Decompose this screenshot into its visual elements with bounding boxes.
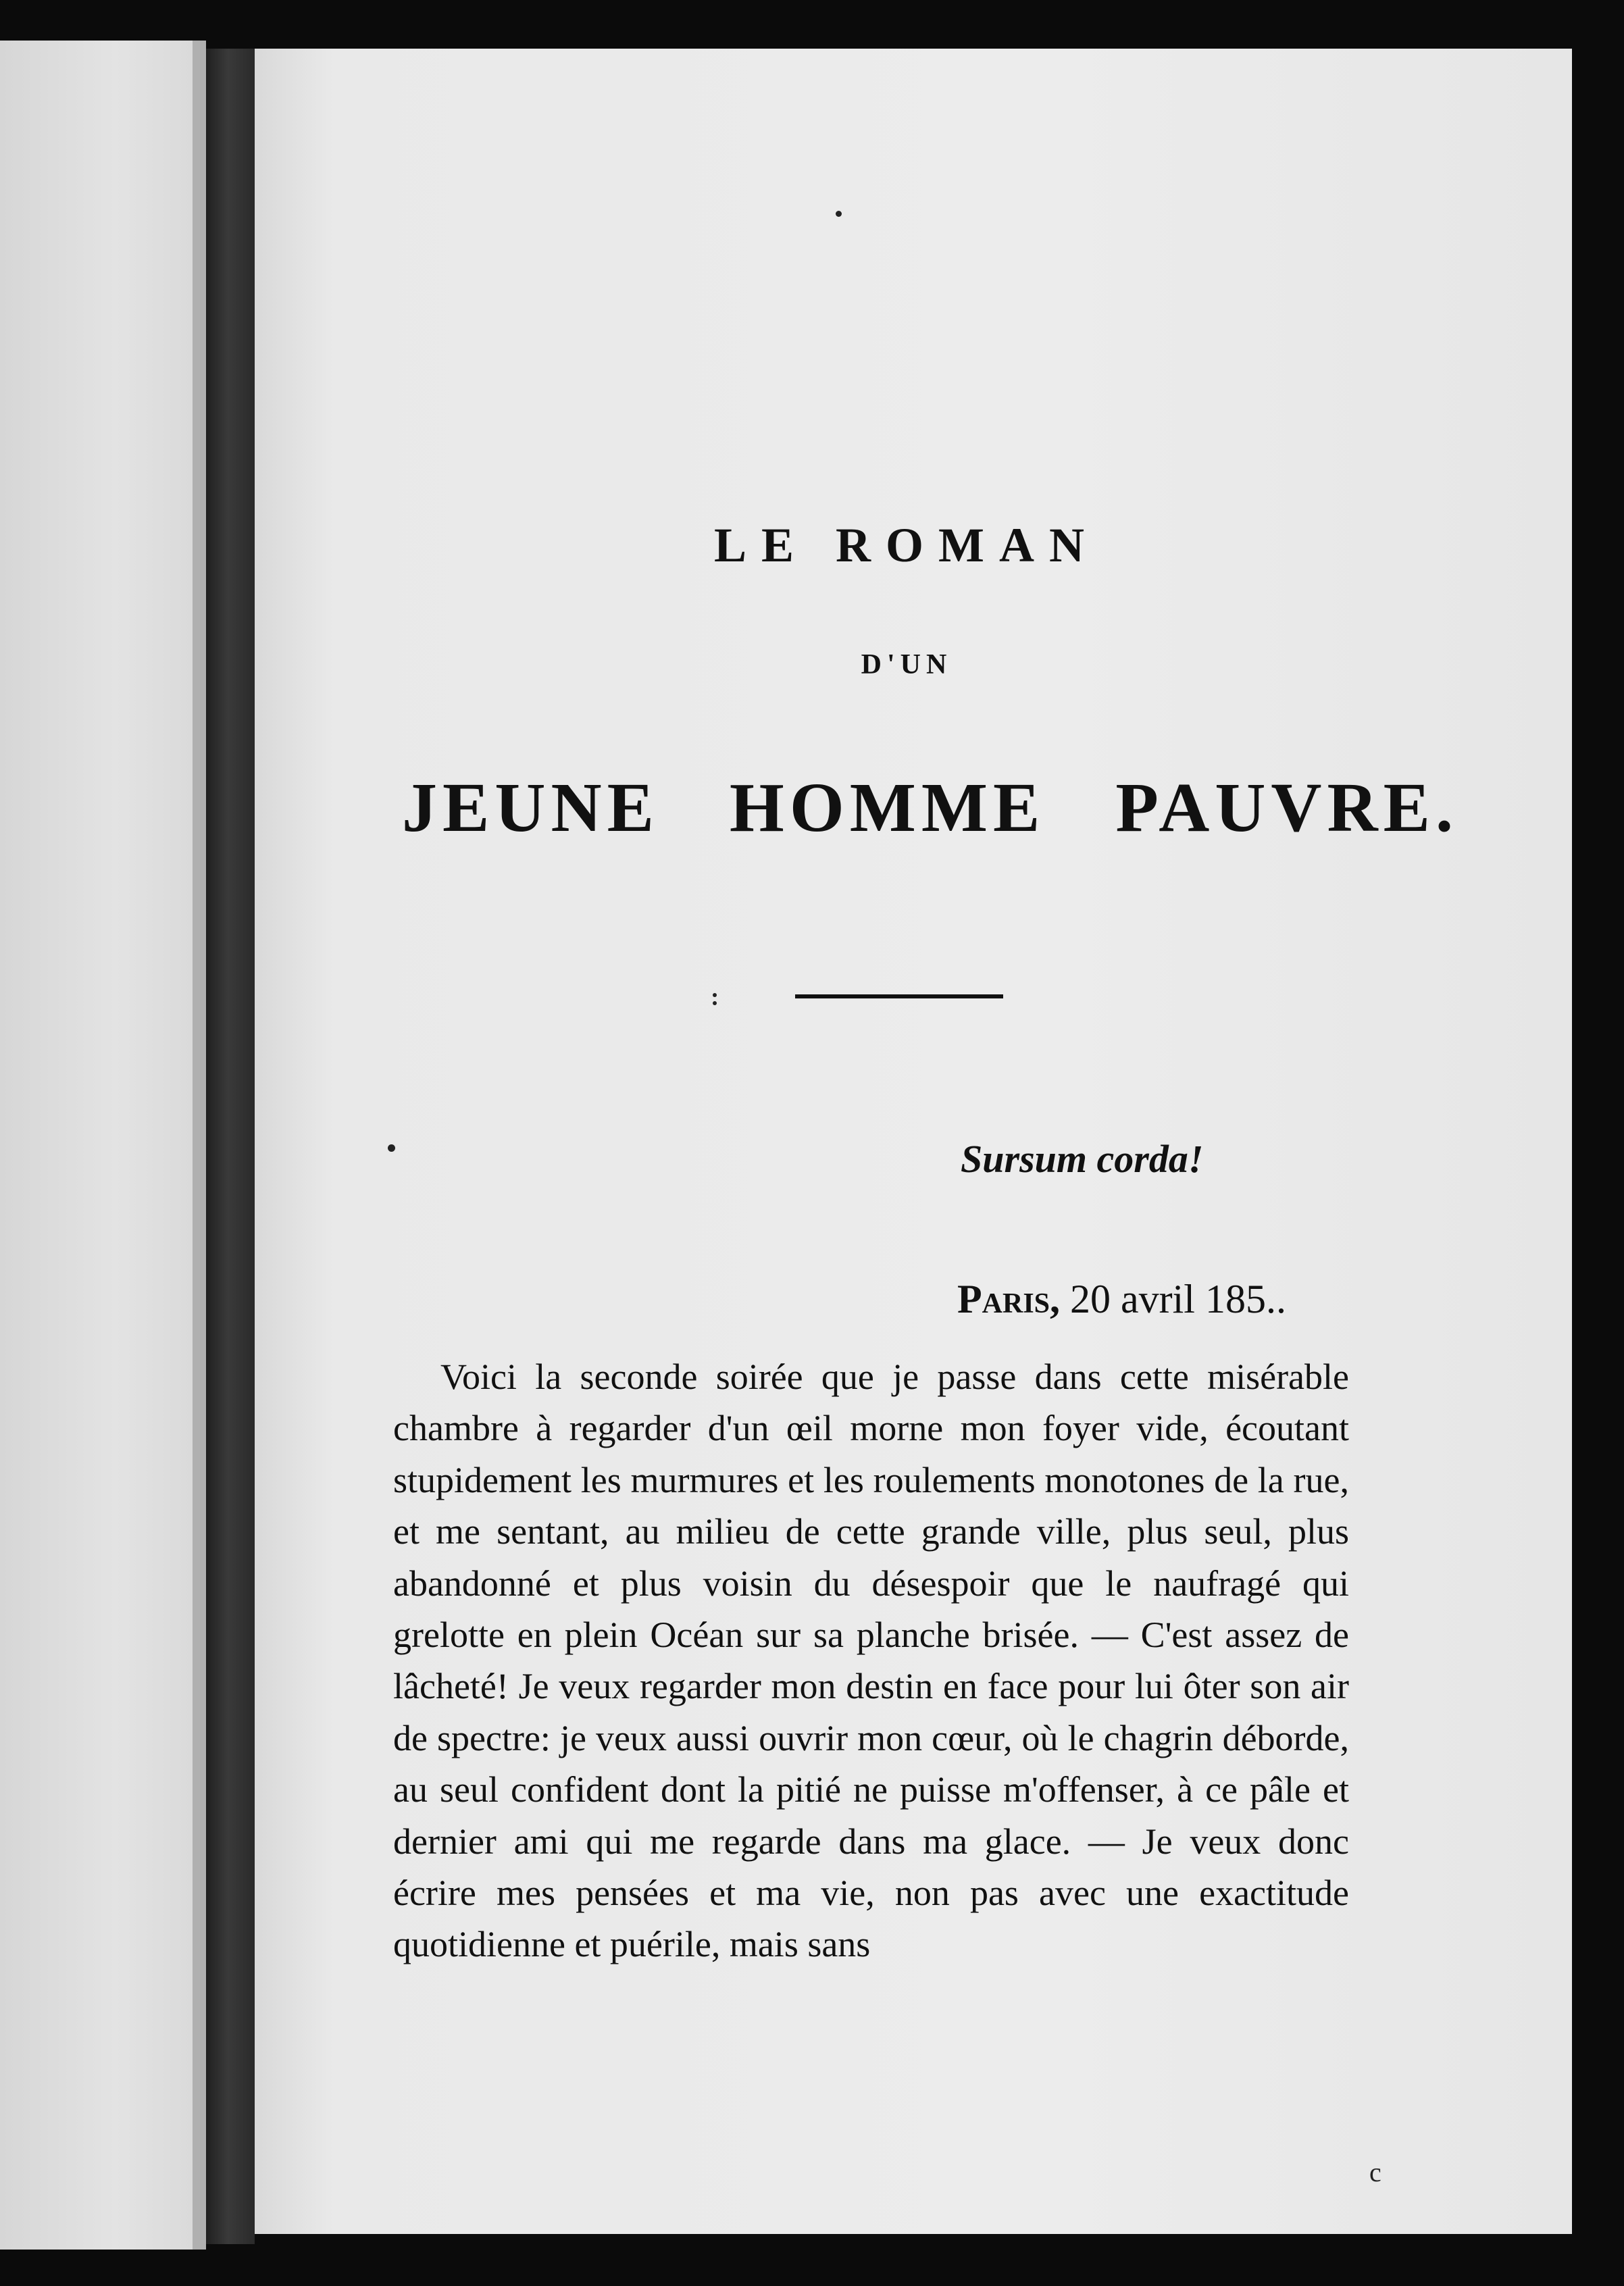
- facing-page: [0, 41, 193, 2250]
- dateline: [957, 1276, 1286, 1323]
- ink-speck: [713, 993, 717, 997]
- ink-speck: [713, 1001, 717, 1005]
- title-line-dun: D'UN: [861, 649, 953, 680]
- ink-speck: [388, 1144, 395, 1152]
- body-text: [393, 1351, 1349, 1971]
- corner-mark: c: [1369, 2157, 1381, 2187]
- title-rule: [795, 994, 1003, 998]
- dateline-place: Paris,: [957, 1277, 1061, 1321]
- body-paragraph: Voici la seconde soirée que je passe dans cette misérable chambre à regarder d'un œil morne mon foyer vide, écoutant stupidement les murmures et les roulements monotones de la rue, et me sentant, au milieu de cette grande ville, plus seul, plus abandonné et plus voisin du désespoir que le naufragé qui grelotte en plein Océan sur sa planche brisée. — C'est assez de lâcheté! Je veux regarder mon destin en face pour lui ôter son air de spectre: je veux aussi ouvrir mon cœur, où le chagrin déborde, au seul confident dont la pitié ne puisse m'offenser, à ce pâle et dernier ami qui me regarde dans ma glace. — Je veux donc écrire mes pensées et ma vie, non pas avec une exactitude quotidienne et puérile, mais sans: [393, 1356, 1349, 1965]
- epigraph: Sursum corda!: [961, 1137, 1204, 1181]
- ink-speck: [836, 211, 842, 217]
- book-page: [255, 49, 1572, 2234]
- page-gutter: [193, 41, 206, 2250]
- title-line-le-roman: LE ROMAN: [714, 518, 1099, 572]
- title-line-jeune-homme-pauvre: JEUNE HOMME PAUVRE.: [401, 769, 1459, 846]
- book-spine: [206, 49, 255, 2244]
- dateline-date: 20 avril 185..: [1070, 1277, 1286, 1321]
